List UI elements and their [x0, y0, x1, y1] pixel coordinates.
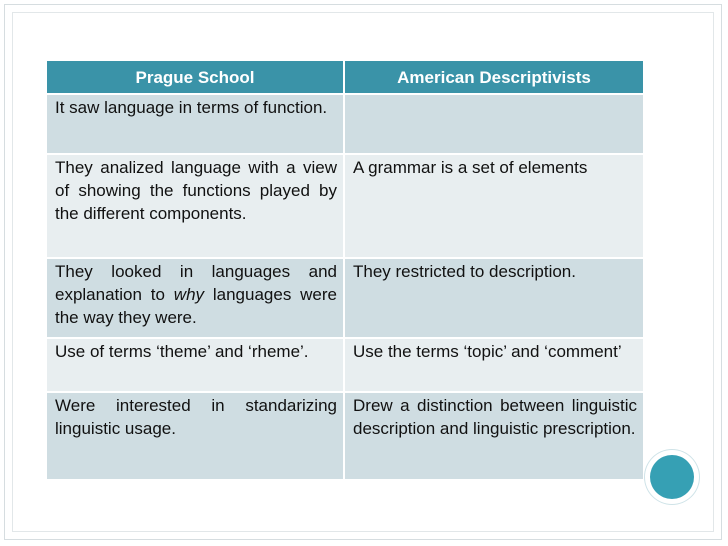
comparison-table [47, 61, 643, 481]
decorative-circle [650, 455, 694, 499]
american-cell [344, 94, 643, 154]
table-row [47, 154, 643, 258]
american-cell: They restricted to description. [344, 258, 643, 338]
table-row [47, 392, 643, 480]
prague-cell-text: languages were the way they were. [55, 285, 337, 327]
prague-cell: It saw language in terms of function. [47, 94, 344, 154]
emphasis-why: why [173, 285, 205, 304]
table-row [47, 258, 643, 338]
table-header-row [47, 61, 643, 94]
prague-cell [47, 258, 344, 338]
table-row [47, 338, 643, 392]
table-row [47, 94, 643, 154]
prague-cell: They analized language with a view of showing the functions played by the different components. [47, 154, 344, 258]
header-american-descriptivists: American Descriptivists [344, 61, 643, 94]
american-cell: A grammar is a set of elements [344, 154, 643, 258]
prague-cell: Use of terms ‘theme’ and ‘rheme’. [47, 338, 344, 392]
american-cell: Drew a distinction between linguistic description and linguistic prescription. [344, 392, 643, 480]
prague-cell-text: They looked in languages and explanation to [55, 262, 337, 304]
header-prague-school: Prague School [47, 61, 344, 94]
american-cell: Use the terms ‘topic’ and ‘comment’ [344, 338, 643, 392]
prague-cell: Were interested in standarizing linguistic usage. [47, 392, 344, 480]
